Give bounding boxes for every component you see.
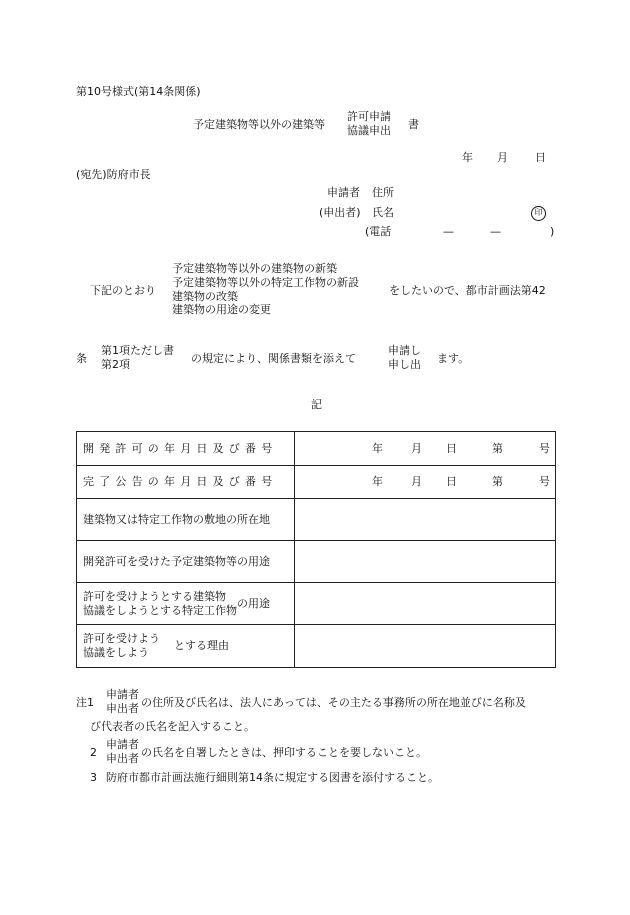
site-location-field[interactable] — [295, 499, 556, 541]
note-2-roles: 申請者 申出者 — [106, 738, 139, 765]
table-row — [77, 625, 556, 668]
clause-option: 第2項 — [101, 357, 130, 371]
completion-date-number-field[interactable]: 年 月 日 第 号 — [295, 466, 556, 499]
title-option-consult: 協議申出 — [347, 123, 391, 137]
permit-date-number-field[interactable]: 年 月 日 第 号 — [295, 432, 556, 466]
body-option: 建築物の改築 — [172, 289, 238, 303]
table-row — [77, 432, 556, 466]
phone-dash-2: — — [490, 225, 501, 238]
verb-options — [388, 344, 421, 372]
body-options — [172, 262, 359, 317]
seal-mark: 印 — [531, 205, 546, 221]
verb-option: 申し出 — [388, 357, 421, 371]
date-day: 日 — [535, 151, 546, 164]
details-table — [76, 431, 556, 668]
row-label: 許可を受けよう 協議をしよう とする理由 — [77, 625, 295, 668]
body-tail: をしたいので、都市計画法第42 — [389, 284, 546, 297]
body-option: 予定建築物等以外の建築物の新築 — [172, 262, 337, 275]
body-option: 建築物の用途の変更 — [172, 303, 271, 317]
row-label: 開発許可の年月日及び番号 — [77, 432, 295, 466]
phone-close: ) — [550, 225, 555, 238]
name-label: 氏名 — [372, 206, 394, 219]
note-2-text: の氏名を自署したときは、押印することを要しないこと。 — [141, 746, 427, 759]
row-label: 建築物又は特定工作物の敷地の所在地 — [77, 499, 295, 541]
table-row — [77, 541, 556, 583]
body-mid: の規定により、関係書類を添えて — [191, 352, 356, 365]
note-1-roles: 申請者 申出者 — [106, 688, 139, 715]
verb-option: 申請し — [388, 344, 421, 357]
intended-use-field[interactable] — [295, 583, 556, 625]
body-end: ます。 — [437, 352, 470, 365]
note-3-text: 防府市都市計画法施行細則第14条に規定する図書を添付すること。 — [106, 771, 439, 784]
address-label: 住所 — [372, 186, 394, 199]
table-row — [77, 583, 556, 625]
title-suffix: 書 — [408, 118, 419, 131]
row-label: 許可を受けようとする建築物 協議をしようとする特定工作物 の用途 — [77, 583, 295, 625]
requester-role: (申出者) — [319, 206, 361, 219]
addressee: (宛先)防府市長 — [76, 168, 151, 181]
clause-options — [101, 344, 174, 372]
phone-dash-1: — — [443, 225, 454, 238]
planned-use-field[interactable] — [295, 541, 556, 583]
phone-label: (電話 — [365, 225, 392, 238]
applicant-role: 申請者 — [327, 186, 360, 199]
title-option-permit: 許可申請 — [347, 110, 391, 123]
body-option: 予定建築物等以外の特定工作物の新設 — [172, 275, 359, 289]
body-lead: 下記のとおり — [90, 284, 156, 297]
reason-field[interactable] — [295, 625, 556, 668]
form-number: 第10号様式(第14条関係) — [76, 85, 201, 98]
title-options — [347, 110, 391, 138]
title-prefix: 予定建築物等以外の建築等 — [193, 118, 325, 131]
note-1-cont: び代表者の氏名を記入すること。 — [90, 720, 255, 733]
table-row — [77, 466, 556, 499]
note-2-prefix: 2 — [90, 746, 97, 759]
date-year: 年 — [462, 151, 473, 164]
row-label: 完了公告の年月日及び番号 — [77, 466, 295, 499]
note-3-prefix: 3 — [90, 771, 97, 784]
note-1-text: の住所及び氏名は、法人にあっては、その主たる事務所の所在地並びに名称及 — [141, 696, 526, 709]
clause-option: 第1項ただし書 — [101, 344, 174, 357]
note-1-prefix: 注1 — [76, 696, 94, 709]
table-row — [77, 499, 556, 541]
row-label: 開発許可を受けた予定建築物等の用途 — [77, 541, 295, 583]
body-jo: 条 — [76, 352, 87, 365]
ki-heading: 記 — [311, 398, 322, 411]
date-month: 月 — [497, 151, 508, 164]
